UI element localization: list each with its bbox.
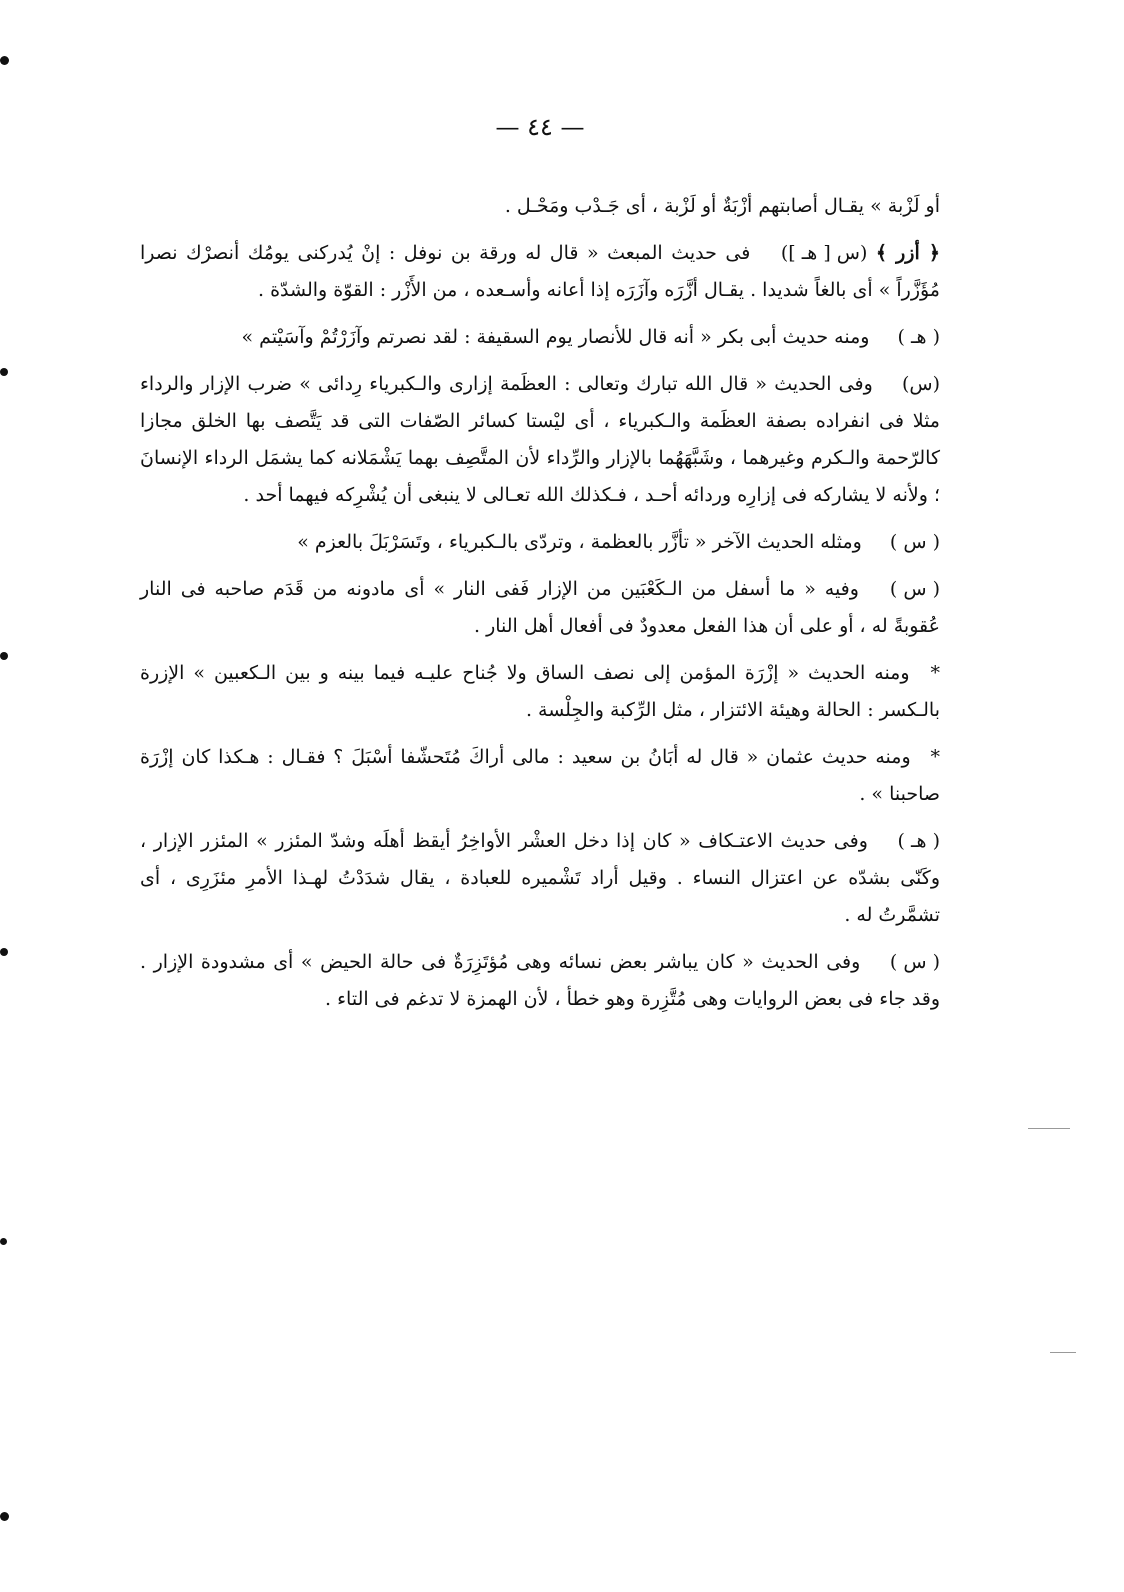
scan-mark [0, 56, 9, 65]
source-siglum: ( هـ ) [897, 830, 940, 852]
paragraph-text: وفى الحديث « كان يباشر بعض نسائه وهى مُؤتَزِرَةٌ فى حالة الحيض » أى مشدودة الإزار . وقد جاء فى بعض الروايات وهى مُتَّزِرة وهو خطأ ، لأن الهمزة لا تدغم فى التاء . [140, 951, 940, 1010]
paragraph-believer-izra [140, 655, 940, 729]
source-siglum: ( هـ ) [897, 326, 940, 348]
source-siglum: ( س ) [889, 531, 940, 553]
paragraph-text: ومنه حديث أبى بكر « أنه قال للأنصار يوم السقيفة : لقد نصرتم وآزَرْتُمْ وآسَيْتم » [241, 326, 870, 348]
entry-headword: ﴿ أزر ﴾ [875, 242, 940, 264]
source-siglum: (س [ هـ ]) [780, 242, 868, 264]
paragraph-uthman [140, 739, 940, 813]
paragraph-abu-bakr [140, 319, 940, 356]
star-marker: * [930, 662, 940, 684]
paragraph-below-ankles [140, 571, 940, 645]
star-marker: * [930, 746, 940, 768]
scan-mark [0, 368, 8, 376]
scan-mark [0, 652, 8, 660]
paragraph-other-hadith [140, 524, 940, 561]
paragraph-continuation [140, 188, 940, 225]
paragraph-text: وفى الحديث « قال الله تبارك وتعالى : العظَمة إزارى والـكبرياء رِدائى » ضرب الإزار والرداء مثلا فى انفراده بصفة العظَمة والـكبرياء ، أى ليْستا كسائر الصّفات التى قد يَتَّصف بها الخلق مجازا كالرّحمة والـكرم وغيرهما ، وشَبَّهَهُما بالإزار والرِّداء لأن المتَّصِف بهما يَشْمَلانه كما يشمَل الرداء الإنسانَ ؛ ولأنه لا يشاركه فى إزارِه وردائه أحـد ، فـكذلك الله تعـالى لا ينبغى أن يُشْرِكه فيهما أحد . [140, 373, 940, 506]
scan-tick [1050, 1352, 1076, 1353]
scan-tick [1028, 1128, 1070, 1129]
document-page [140, 110, 940, 1450]
scan-mark [0, 948, 8, 956]
paragraph-mutazira [140, 944, 940, 1018]
paragraph-text: وفى حديث الاعتـكاف « كان إذا دخل العشْر الأواخِرُ أيقظ أهلَه وشدّ المئزر » المئزر الإزار ، وكَنّى بشدّه عن اعتزال النساء . وقيل أراد تَشْميره للعبادة ، يقال شدَدْتُ لهـذا الأمرِ مئزَرِى ، أى تشمَّرتُ له . [140, 830, 940, 926]
paragraph-text: فى حديث المبعث « قال له ورقة بن نوفل : إنْ يُدركنى يومُك أنصرْك نصرا مُؤَزَّراً » أى بالغاً شديدا . يقـال أزَّرَه وآزَرَه إذا أعانه وأسـعده ، من الأَزْر : القوّة والشدّة . [140, 242, 940, 301]
scan-mark [0, 1512, 9, 1521]
paragraph-itikaf [140, 823, 940, 934]
page-number: — ٤٤ — [495, 113, 585, 141]
paragraph-text: وفيه « ما أسفل من الـكَعْبَين من الإزار فَفى النار » أى مادونه من قَدَم صاحبه فى النار عُقوبةً له ، أو على أن هذا الفعل معدودٌ فى أفعال أهل النار . [140, 578, 940, 637]
entry-azr [140, 235, 940, 309]
paragraph-text: ومنه الحديث « إزْرَة المؤمن إلى نصف الساق ولا جُناح عليـه فيما بينه و بين الـكعبين » الإزرة بالـكسر : الحالة وهيئة الائتزار ، مثل الرِّكبة والجِلْسة . [140, 662, 940, 721]
source-siglum: ( س ) [889, 578, 940, 600]
paragraph-greatness-garment [140, 366, 940, 514]
paragraph-text: ومنه حديث عثمان « قال له أبَانُ بن سعيد : مالى أراكَ مُتَحشّفا أسْبَلَ ؟ فقـال : هـكذا كان إزْرَة صاحبنا » . [140, 746, 940, 805]
paragraph-text: ومثله الحديث الآخر « تأزَّر بالعظمة ، وتردّى بالـكبرياء ، وتَسَرْبَلَ بالعزم » [297, 531, 862, 553]
page-body [140, 188, 940, 1028]
source-siglum: (س) [901, 373, 940, 395]
source-siglum: ( س ) [889, 951, 940, 973]
paragraph-text: أو لَزْبة » يقـال أصابتهم أزْبَةٌ أو لَزْبة ، أى جَـدْب ومَحْـل . [504, 195, 940, 217]
scan-mark [0, 1238, 7, 1245]
